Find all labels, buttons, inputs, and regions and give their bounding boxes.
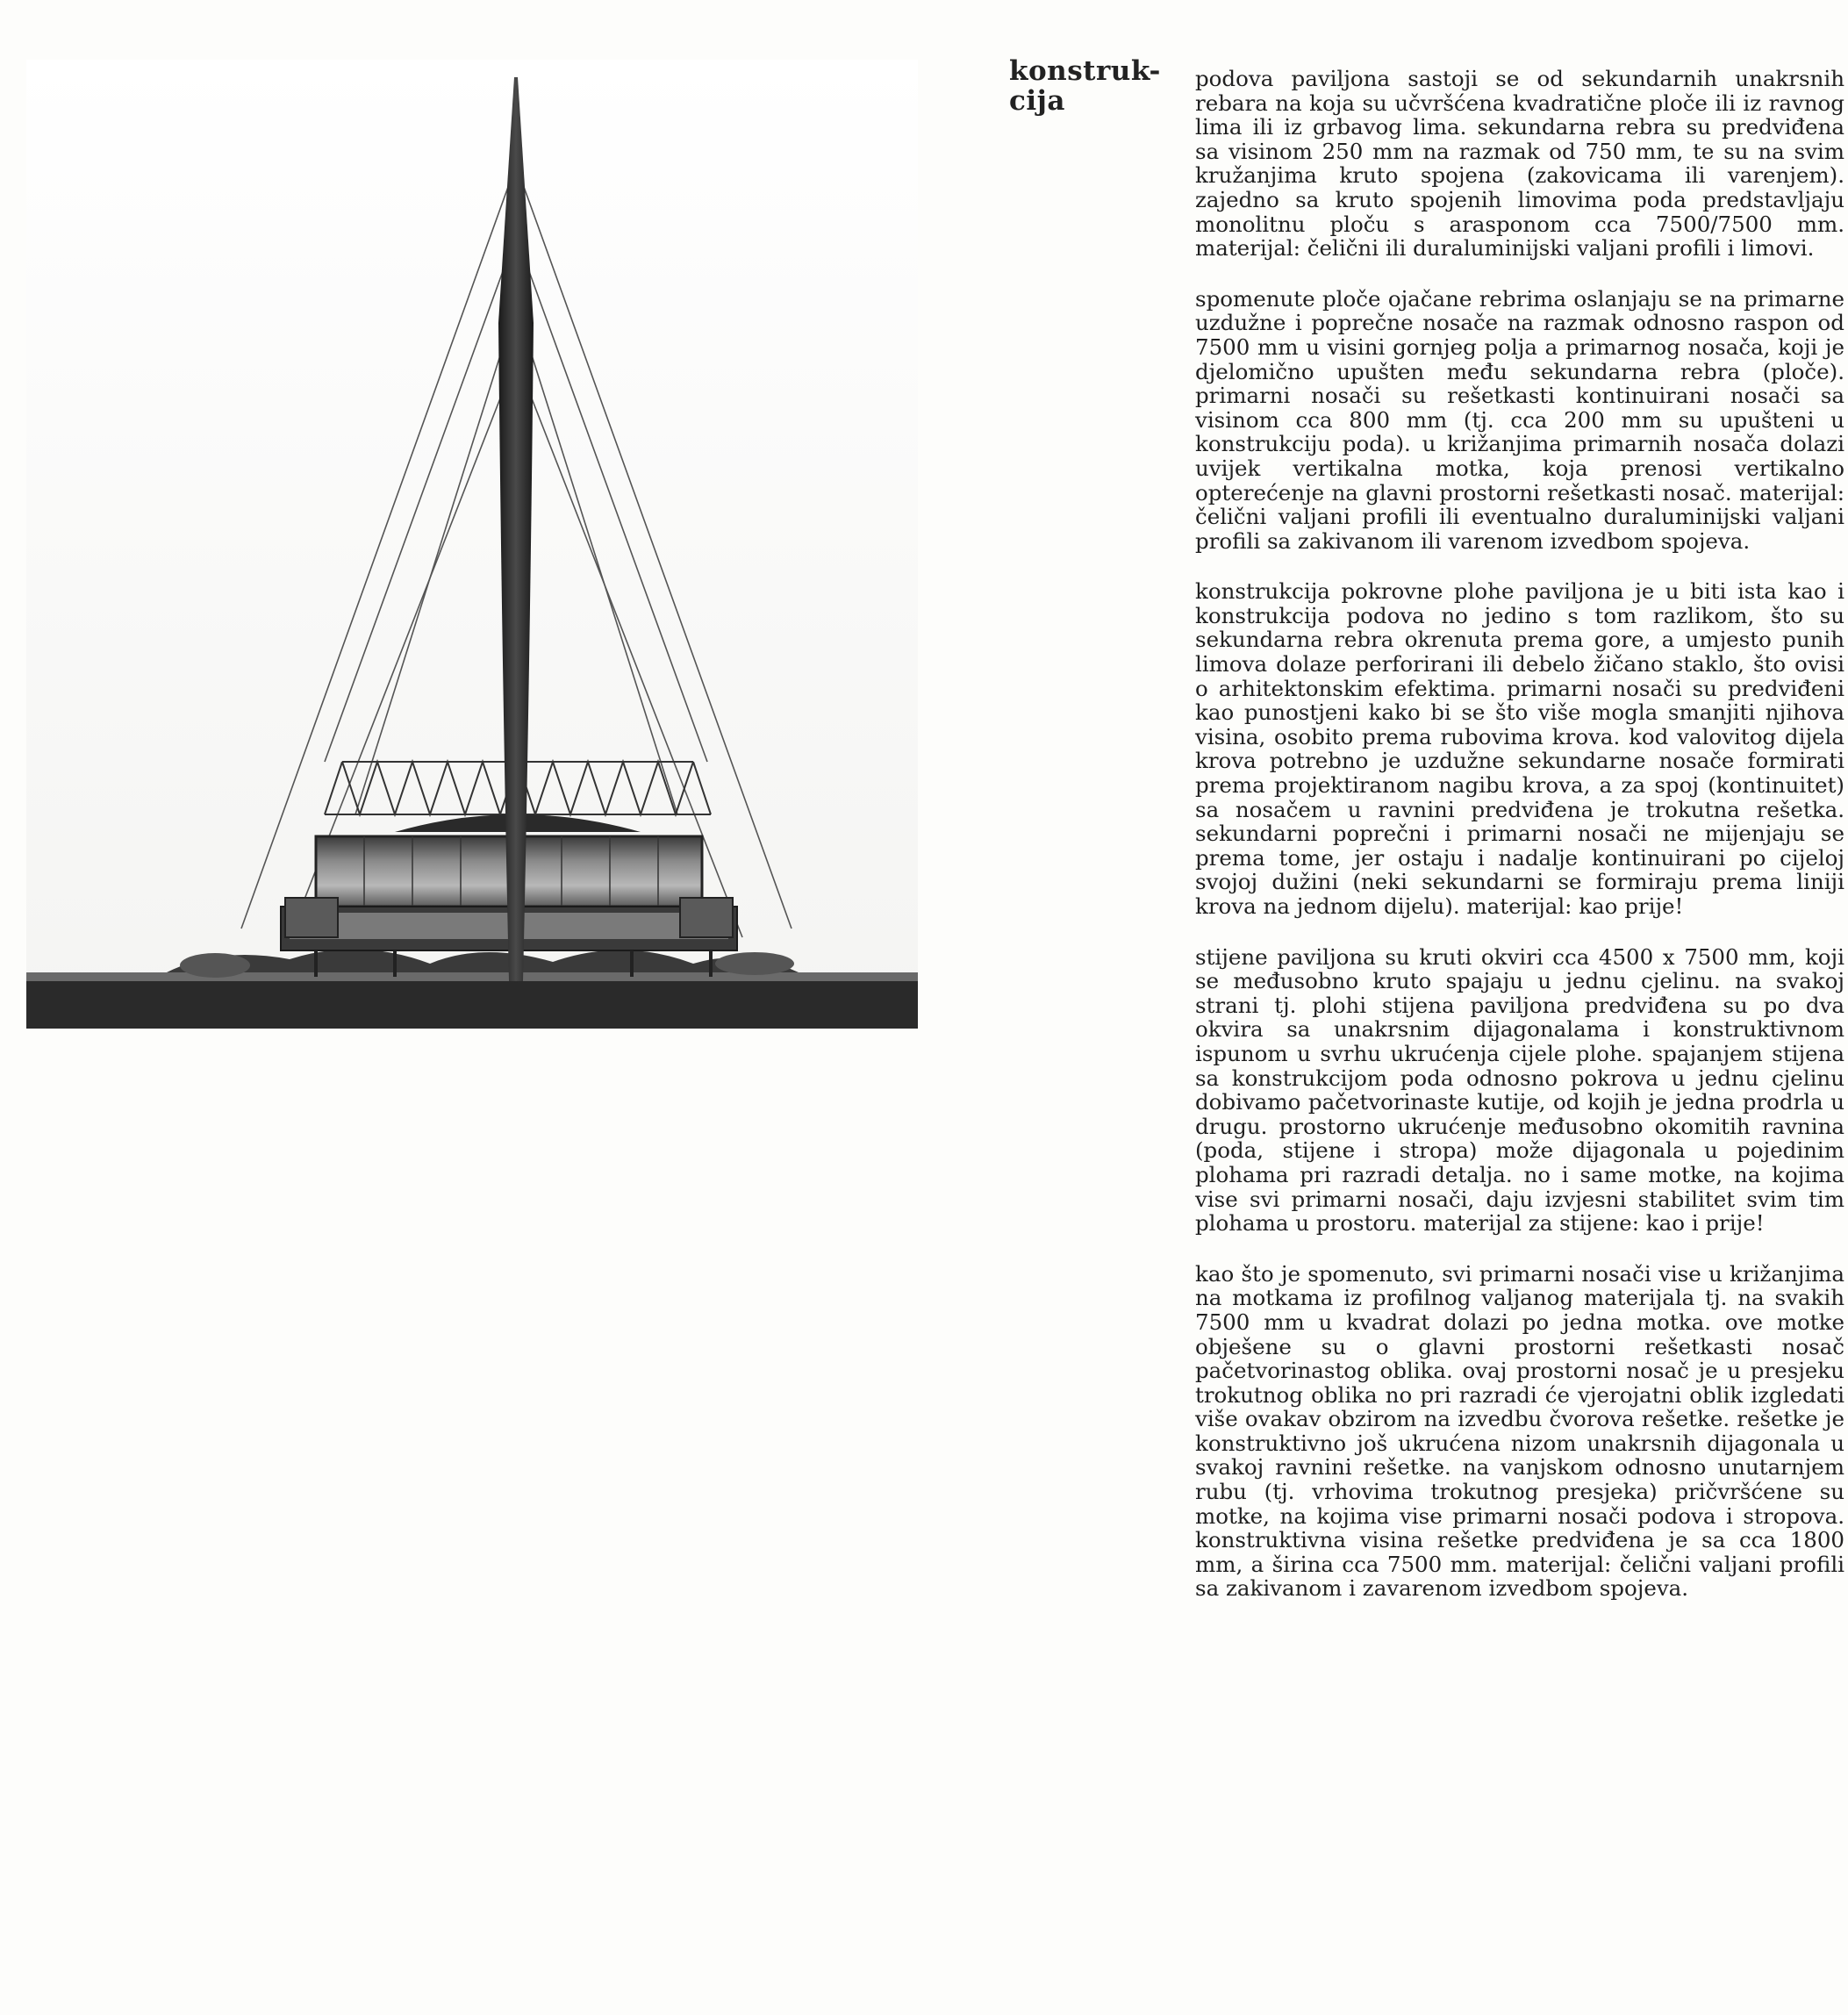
- paragraph-floor-construction: podova paviljona sastoji se od sekundarnih unakrsnih rebara na koja su učvršćena kvadratične ploče ili iz ravnog lima ili iz grbavog lima. sekundarna rebra su predviđena sa visinom 250 mm na razmak od 750 mm, te su na svim kružanjima kruto spojena (zakovicama ili varenjem). zajedno sa kruto spojenih limovima poda predstavljaju monolitnu ploču s arasponom cca 7500/7500 mm. materijal: čelični ili duraluminijski valjani profili i limovi.: [1195, 66, 1844, 262]
- section-label-line1: konstruk-: [1009, 55, 1161, 87]
- section-label-line2: cija: [1009, 85, 1065, 117]
- paragraph-walls: stijene paviljona su kruti okviri cca 4500 x 7500 mm, koji se međusobno kruto spajaju u jednu cjelinu. na svakoj strani tj. plohi stijena paviljona predviđena su po dva okvira sa unakrsnim dijagonalama i konstruktivnom ispunom u svrhu ukrućenja cijele plohe. spajanjem stijena sa konstrukcijom poda odnosno pokrova u jednu cjelinu dobivamo pačetvorinaste kutije, od kojih je jedna prodrla u drugu. prostorno ukrućenje međusobno okomitih ravnina (poda, stijene i stropa) može dijagonala u pojedinim plohama pri razradi detalja. no i same motke, na kojima vise svi primarni nosači, daju izvjesni stabilitet svim tim plohama u prostoru. materijal za stijene: kao i prije!: [1195, 943, 1844, 1237]
- article-body: [1195, 67, 1844, 1627]
- pavilion-model-photo: [26, 60, 918, 1029]
- pavilion-side-wing-right: [680, 898, 733, 937]
- pavilion-model-illustration: [26, 60, 918, 1029]
- section-label: [1009, 56, 1176, 116]
- paragraph-primary-girders: spomenute ploče ojačane rebrima oslanjaju se na primarne uzdužne i poprečne nosače na razmak odnosno raspon od 7500 mm u visini gornjeg polja a primarnog nosača, koji je djelomično upušten među sekundarna rebra (ploče). primarni nosači su rešetkasti kontinuirani nosači sa visinom cca 800 mm (tj. cca 200 mm su upušteni u konstrukciju poda). u križanjima primarnih nosača dolazi uvijek vertikalna motka, koja prenosi vertikalno opterećenje na glavni prostorni rešetkasti nosač. materijal: čelični valjani profili ili eventualno duraluminijski valjani profili sa zakivanom ili varenom izvedbom spojeva.: [1195, 285, 1844, 554]
- paragraph-space-truss: kao što je spomenuto, svi primarni nosači vise u križanjima na motkama iz profilnog valjanog materijala tj. na svakih 7500 mm u kvadrat dolazi po jedna motka. ove motke obješene su o glavni prostorni rešetkasti nosač pačetvorinastog oblika. ovaj prostorni nosač je u presjeku trokutnog oblika no pri razradi će vjerojatni oblik izgledati više ovakav obzirom na izvedbu čvorova rešetke. rešetke je konstruktivno još ukrućena nizom unakrsnih dijagonala u svakoj ravnini rešetke. na vanjskom odnosno unutarnjem rubu (tj. vrhovima trokutnog presjeka) pričvršćene su motke, na kojima vise primarni nosači podova i stropova. konstruktivna visina rešetke predviđena je sa cca 1800 mm, a širina cca 7500 mm. materijal: čelični valjani profili sa zakivanom i zavarenom izvedbom spojeva.: [1195, 1260, 1844, 1602]
- pavilion-side-wing-left: [285, 898, 338, 937]
- model-base: [26, 979, 918, 1029]
- paragraph-roof-construction: konstrukcija pokrovne plohe paviljona je u biti ista kao i konstrukcija podova no jedino s tom razlikom, što su sekundarna rebra okrenuta prema gore, a umjesto punih limova dolaze perforirani ili debelo žičano staklo, što ovisi o arhitektonskim efektima. primarni nosači su predviđeni kao punostjeni kako bi se što više mogla smanjiti njihova visina, osobito prema rubovima krova. kod valovitog dijela krova potrebno je uzdužne sekundarne nosače formirati prema projektiranom nagibu krova, a za spoj (kontinuitet) sa nosačem u ravnini predviđena je trokutna rešetka. sekundarni poprečni i primarni nosači ne mijenjaju se prema tome, jer ostaju i nadalje kontinuirani po cijeloj svojoj dužini (neki sekundarni se formiraju prema liniji krova na jednom dijelu). materijal: kao prije!: [1195, 578, 1844, 919]
